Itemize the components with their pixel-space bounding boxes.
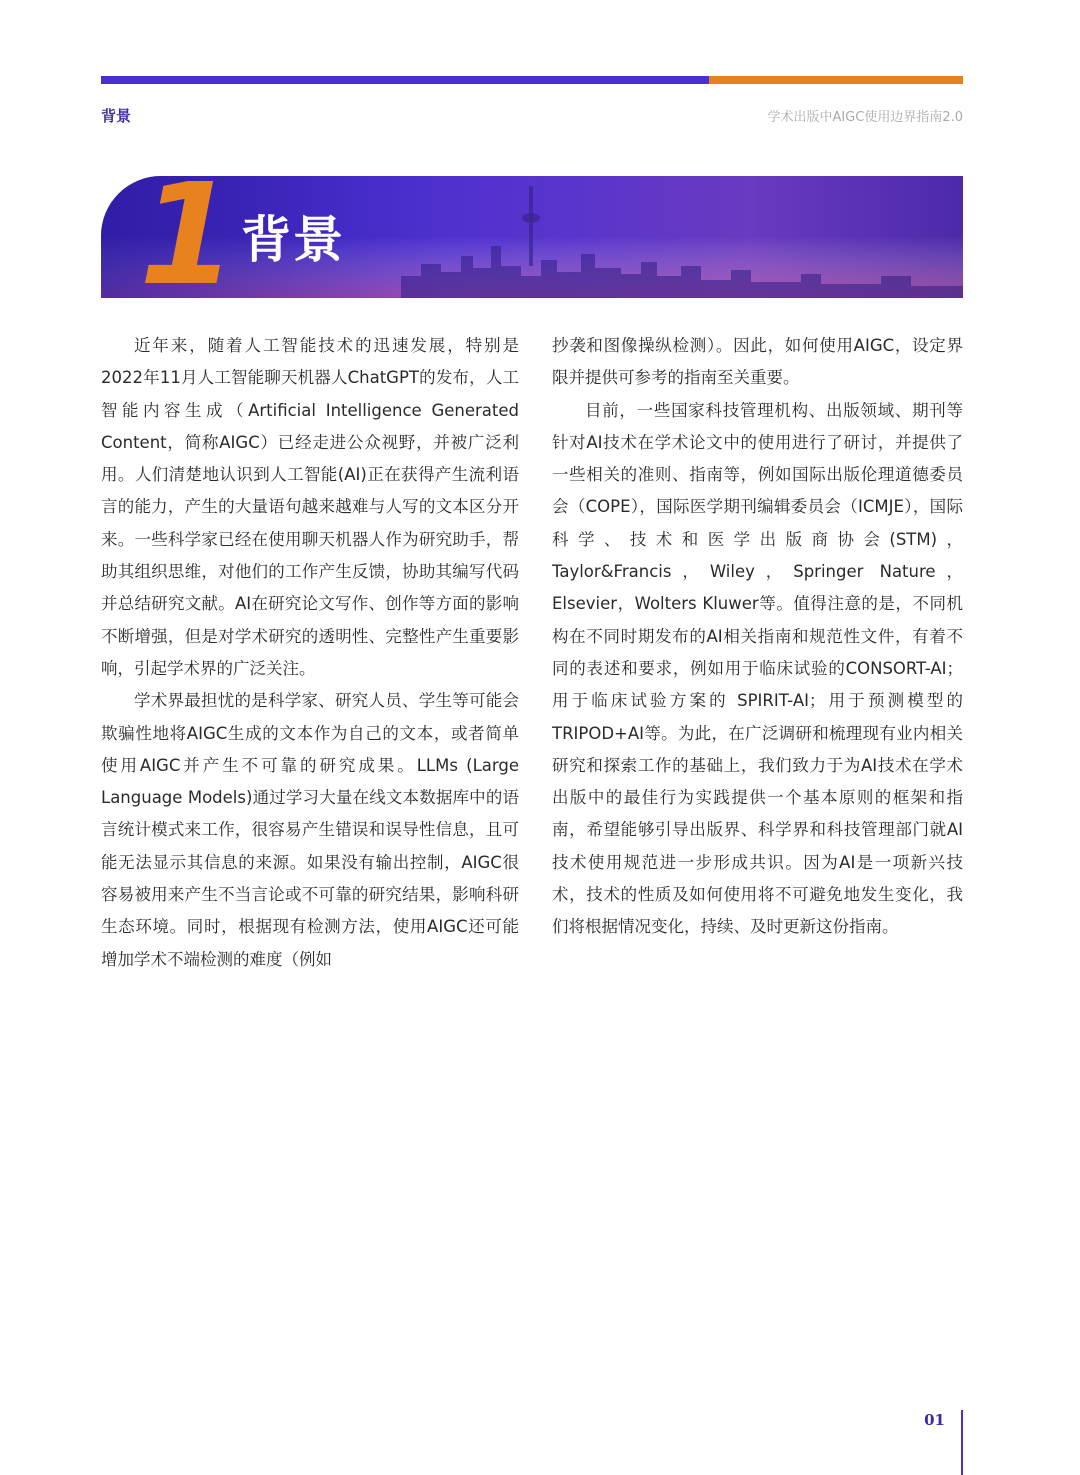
chapter-number: 1 (139, 176, 237, 298)
chapter-heading: 背景 (241, 211, 345, 269)
paragraph: 学术界最担忧的是科学家、研究人员、学生等可能会欺骗性地将AIGC生成的文本作为自己的文本，或者简单使用AIGC并产生不可靠的研究成果。LLMs (Large Language Models)通过学习大量在线文本数据库中的语言统计模式来工作，很容易产生错误和误导性信息，且可能无法显示其信息的来源。如果没有输出控制，AIGC很容易被用来产生不当言论或不可靠的研究结果，影响科研生态环境。同时，根据现有检测方法，使用AIGC还可能增加学术不端检测的难度（例如 (101, 691, 519, 969)
section-label: 背景 (101, 107, 132, 125)
top-bar-orange-segment (709, 76, 963, 84)
paragraph: 近年来，随着人工智能技术的迅速发展，特别是2022年11月人工智能聊天机器人ChatGPT的发布，人工智能内容生成（Artificial Intelligence Generated Content，简称AIGC）已经走进公众视野，并被广泛利用。人们清楚地认识到人工智能(AI)正在获得产生流利语言的能力，产生的大量语句越来越难与人写的文本区分开来。一些科学家已经在使用聊天机器人作为研究助手，帮助其组织思维，对他们的工作产生反馈，协助其编写代码并总结研究文献。AI在研究论文写作、创作等方面的影响不断增强，但是对学术研究的透明性、完整性产生重要影响，引起学术界的广泛关注。 (101, 336, 519, 678)
top-accent-bar (101, 76, 963, 84)
top-bar-purple-segment (101, 76, 709, 84)
body-column-left (101, 330, 519, 976)
chapter-banner (101, 176, 963, 298)
paragraph: 目前，一些国家科技管理机构、出版领域、期刊等针对AI技术在学术论文中的使用进行了研讨，并提供了一些相关的准则、指南等，例如国际出版伦理道德委员会（COPE），国际医学期刊编辑委员会（ICMJE），国际科学、技术和医学出版商协会(STM)，Taylor&Francis，Wiley，Springer Nature，Elsevier，Wolters Kluwer等。值得注意的是，不同机构在不同时期发布的AI相关指南和规范性文件，有着不同的表述和要求，例如用于临床试验的CONSORT-AI；用于临床试验方案的 SPIRIT-AI；用于预测模型的TRIPOD+AI等。为此，在广泛调研和梳理现有业内相关研究和探索工作的基础上，我们致力于为AI技术在学术出版中的最佳行为实践提供一个基本原则的框架和指南，希望能够引导出版界、科学界和科技管理部门就AI技术使用规范进一步形成共识。因为AI是一项新兴技术，技术的性质及如何使用将不可避免地发生变化，我们将根据情况变化，持续、及时更新这份指南。 (552, 400, 963, 937)
document-title: 学术出版中AIGC使用边界指南2.0 (767, 110, 963, 125)
body-column-right (552, 330, 963, 944)
paragraph-continuation: 抄袭和图像操纵检测）。因此，如何使用AIGC，设定界限并提供可参考的指南至关重要。 (552, 336, 963, 388)
page-number-rule (961, 1410, 963, 1475)
page-number: 01 (924, 1411, 945, 1429)
